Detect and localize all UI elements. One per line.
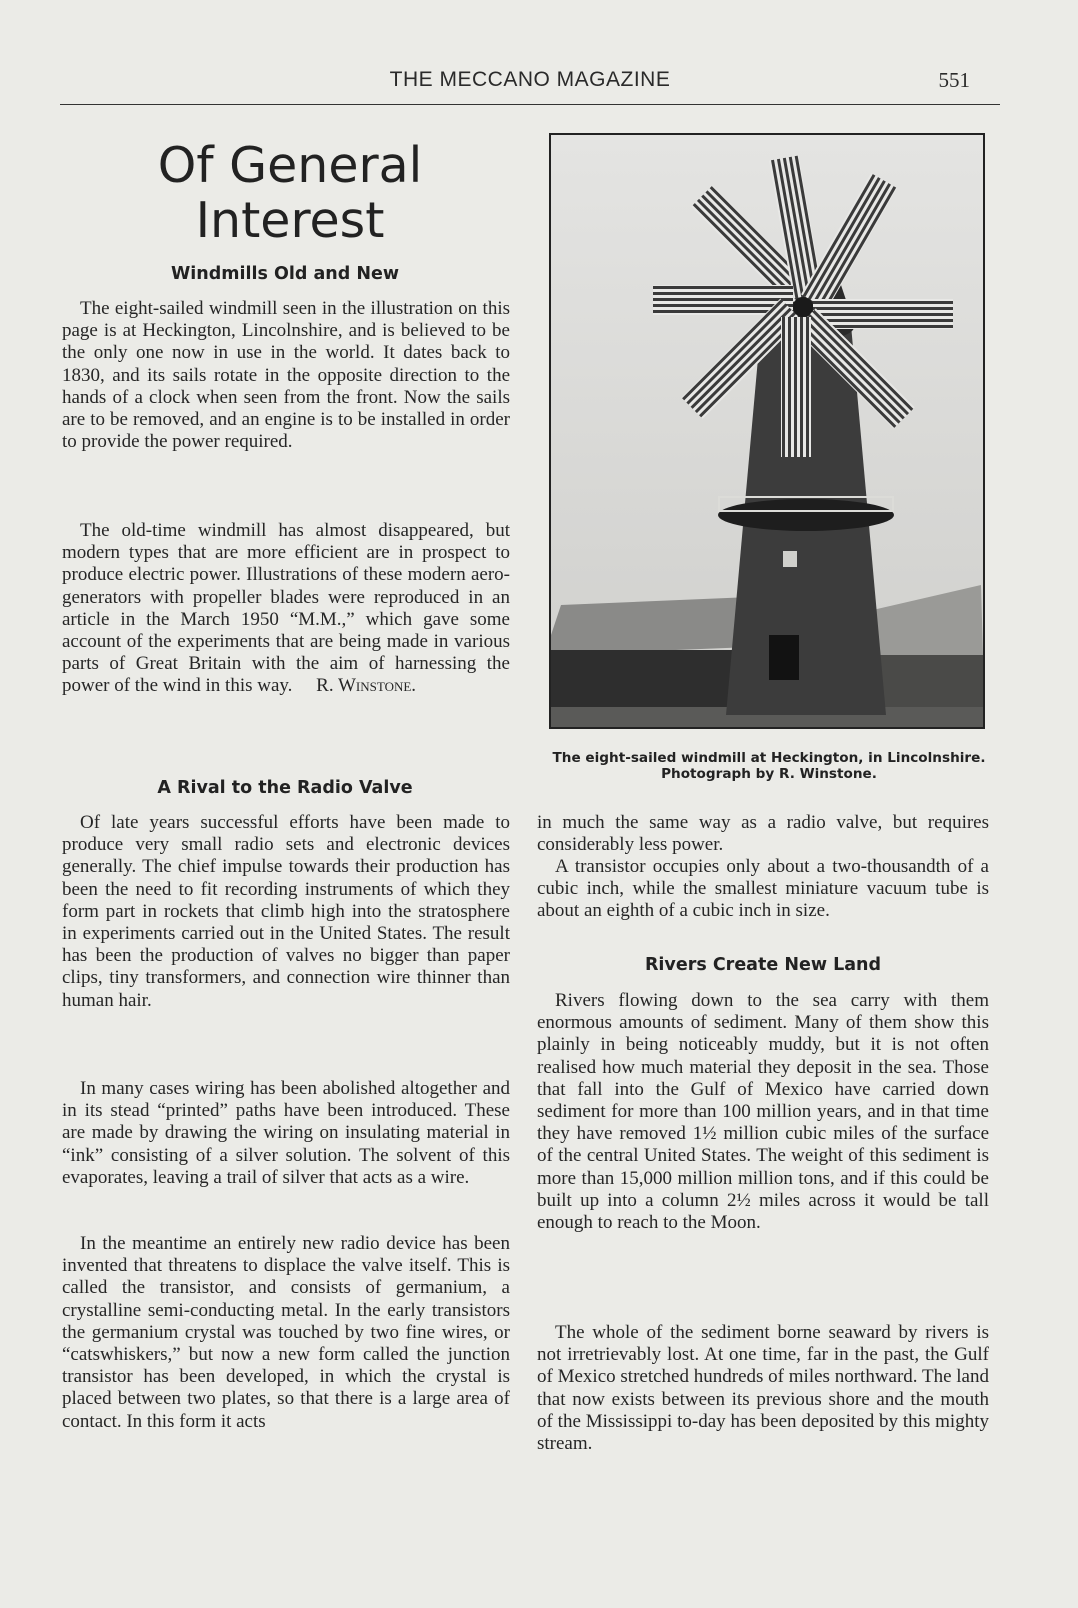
radio-valve-paragraph-3: In the meantime an entirely new radio device has been invented that threatens to displace the valve itself. This is called the transistor, and consists of germanium, a crystalline semi-conducting metal. In the early transistors the germanium crystal was touched by two fine wires, or “catswhiskers,” but now a new form called the junction transistor has been developed, in which the crystal is placed between two plates, so that there is a large area of contact. In this form it acts	[62, 1233, 510, 1432]
section-heading-rivers: Rivers Create New Land	[644, 955, 882, 975]
radio-valve-paragraph-2: In many cases wiring has been abolished altogether and in its stead “printed” paths have been introduced. These are made by drawing the wiring on insulating material in “ink” consisting of a silver solution. The solvent of this evaporates, leaving a trail of silver that acts as a wire.	[62, 1078, 510, 1188]
article-title-line-2: Interest	[195, 192, 385, 249]
article-title-line-1: Of General	[157, 137, 423, 194]
section-heading-windmills: Windmills Old and New	[170, 264, 400, 284]
photo-caption: The eight-sailed windmill at Heckington, in Lincolnshire. Photograph by R. Winstone.	[552, 750, 986, 782]
author-byline: R. Winstone.	[316, 675, 417, 697]
magazine-title: THE MECCANO MAGAZINE	[389, 68, 671, 91]
windmills-paragraph-2	[62, 520, 510, 698]
rivers-paragraph-2: The whole of the sediment borne seaward by rivers is not irretrievably lost. At one time, far in the past, the Gulf of Mexico stretched hundreds of miles northward. The land that now exists between its previous shore and the mouth of the Mississippi to-day has been deposited by this mighty stream.	[537, 1322, 989, 1455]
windmills-paragraph-1: The eight-sailed windmill seen in the illustration on this page is at Heckington, Lincolnshire, and is believed to be the only one now in use in the world. It dates back to 1830, and its sails rotate in the opposite direction to the hands of a clock when seen from the front. Now the sails are to be removed, and an engine is to be installed in order to provide the power required.	[62, 298, 510, 453]
windmills-paragraph-2-text: The old-time windmill has almost disappeared, but modern types that are more efficient are in prospect to produce electric power. Illustrations of these modern aero-generators with propeller blades were reproduced in an article in the March 1950 “M.M.,” which gave some account of the experiments that are being made in various parts of Great Britain with the aim of harnessing the power of the wind in this way.	[62, 520, 510, 697]
windmill-illustration	[551, 135, 983, 727]
radio-valve-paragraph-4: in much the same way as a radio valve, but requires considerably less power.	[537, 812, 989, 856]
windmill-photo	[549, 133, 985, 729]
section-heading-radio-valve: A Rival to the Radio Valve	[157, 778, 413, 798]
radio-valve-paragraph-5: A transistor occupies only about a two-thousandth of a cubic inch, while the smallest miniature vacuum tube is about an eighth of a cubic inch in size.	[537, 856, 989, 922]
page-number: 551	[938, 68, 970, 92]
article-title	[60, 138, 520, 248]
running-header	[60, 64, 1000, 105]
radio-valve-paragraph-1: Of late years successful efforts have been made to produce very small radio sets and electronic devices generally. The chief impulse towards their production has been the need to fit recording instruments of which they form part in rockets that climb high into the stratosphere in experiments carried out in the United States. The result has been the production of valves no bigger than paper clips, tiny transformers, and connection wire thinner than human hair.	[62, 812, 510, 1011]
rivers-paragraph-1: Rivers flowing down to the sea carry with them enormous amounts of sediment. Many of them show this plainly in being noticeably muddy, but it is not often realised how much material they deposit in the sea. Those that fall into the Gulf of Mexico have carried down sediment for more than 100 million years, and in that time they have removed 1½ million cubic miles of the surface of the central United States. The weight of this sediment is more than 15,000 million million tons, and if this could be built up into a column 2½ miles across it would be tall enough to reach to the Moon.	[537, 990, 989, 1234]
